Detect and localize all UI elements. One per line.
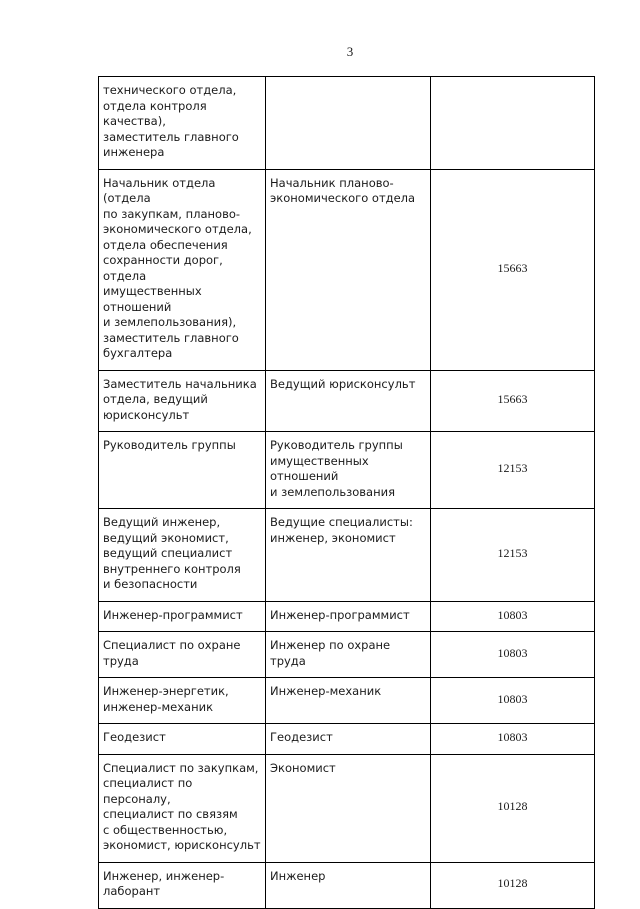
salary-cell: 10803 xyxy=(431,632,595,678)
table-row xyxy=(99,724,595,755)
position-cell: Геодезист xyxy=(99,724,266,755)
position-cell: Инженер, инженер- лаборант xyxy=(99,862,266,908)
salary-cell: 12153 xyxy=(431,509,595,602)
position-cell: технического отдела, отдела контроля качества), заместитель главного инженера xyxy=(99,77,266,170)
salary-cell: 10128 xyxy=(431,862,595,908)
equivalent-position-cell: Экономист xyxy=(266,754,431,862)
table-row xyxy=(99,432,595,509)
table-row xyxy=(99,862,595,908)
equivalent-position-cell: Начальник планово- экономического отдела xyxy=(266,169,431,370)
equivalent-position-cell: Инженер-программист xyxy=(266,601,431,632)
equivalent-position-cell: Геодезист xyxy=(266,724,431,755)
table-row xyxy=(99,632,595,678)
position-cell: Специалист по закупкам, специалист по персоналу, специалист по связям с общественностью, экономист, юрисконсульт xyxy=(99,754,266,862)
position-cell: Руководитель группы xyxy=(99,432,266,509)
equivalent-position-cell xyxy=(266,77,431,170)
position-cell: Инженер-энергетик, инженер-механик xyxy=(99,678,266,724)
equivalent-position-cell: Ведущие специалисты: инженер, экономист xyxy=(266,509,431,602)
position-cell: Начальник отдела (отдела по закупкам, планово- экономического отдела, отдела обеспечения сохранности дорог, отдела имущественных отношений и землепользования), заместитель главного бухгалтера xyxy=(99,169,266,370)
equivalent-position-cell: Руководитель группы имущественных отношений и землепользования xyxy=(266,432,431,509)
position-cell: Инженер-программист xyxy=(99,601,266,632)
salary-cell: 15663 xyxy=(431,169,595,370)
position-cell: Заместитель начальника отдела, ведущий юрисконсульт xyxy=(99,370,266,432)
table-row xyxy=(99,601,595,632)
table-row xyxy=(99,77,595,170)
salary-cell: 12153 xyxy=(431,432,595,509)
page-number: 3 xyxy=(346,44,354,59)
table-row xyxy=(99,509,595,602)
position-cell: Ведущий инженер, ведущий экономист, ведущий специалист внутреннего контроля и безопасности xyxy=(99,509,266,602)
table-row xyxy=(99,169,595,370)
salary-cell: 10128 xyxy=(431,754,595,862)
salary-cell: 15663 xyxy=(431,370,595,432)
position-cell: Специалист по охране труда xyxy=(99,632,266,678)
salary-cell xyxy=(431,77,595,170)
salary-table xyxy=(98,76,595,909)
salary-cell: 10803 xyxy=(431,601,595,632)
equivalent-position-cell: Ведущий юрисконсульт xyxy=(266,370,431,432)
salary-cell: 10803 xyxy=(431,678,595,724)
equivalent-position-cell: Инженер-механик xyxy=(266,678,431,724)
equivalent-position-cell: Инженер xyxy=(266,862,431,908)
table-row xyxy=(99,754,595,862)
salary-cell: 10803 xyxy=(431,724,595,755)
table-row xyxy=(99,678,595,724)
table-row xyxy=(99,370,595,432)
equivalent-position-cell: Инженер по охране труда xyxy=(266,632,431,678)
